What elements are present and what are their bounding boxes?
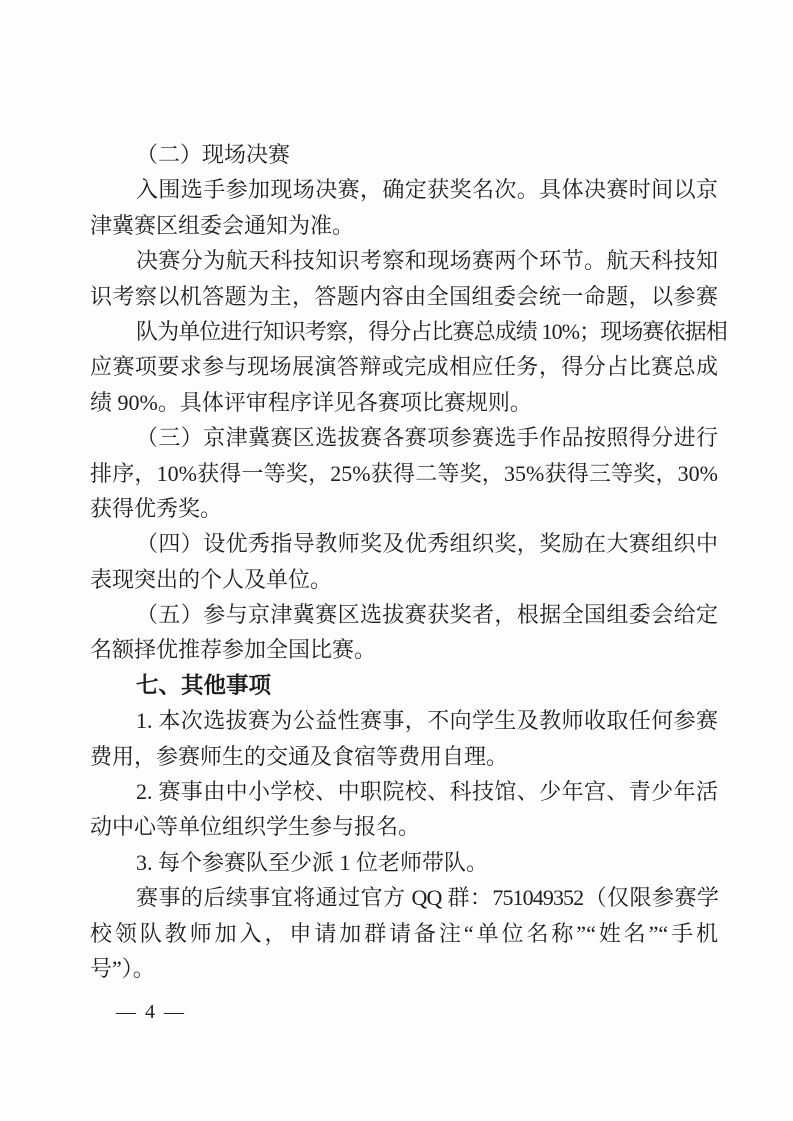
text-line: 赛事的后续事宜将通过官方 QQ 群：751049352（仅限参赛学: [136, 885, 718, 911]
text-line: 绩 90%。具体评审程序详见各赛项比赛规则。: [90, 389, 532, 415]
text-line: 应赛项要求参与现场展演答辩或完成相应任务，得分占比赛总成: [90, 354, 718, 380]
text-line: 排序，10%获得一等奖，25%获得二等奖，35%获得三等奖，30%: [90, 460, 718, 486]
text-line: （四）设优秀指导教师奖及优秀组织奖，奖励在大赛组织中: [136, 531, 718, 557]
text-line: 获得优秀奖。: [90, 495, 223, 521]
text-line: 动中心等单位组织学生参与报名。: [90, 814, 421, 840]
text-line: 名额择优推荐参加全国比赛。: [90, 637, 377, 663]
text-line: 津冀赛区组委会通知为准。: [90, 212, 355, 238]
text-line: 1. 本次选拔赛为公益性赛事，不向学生及教师收取任何参赛: [136, 708, 718, 734]
text-line: （三）京津冀赛区选拔赛各赛项参赛选手作品按照得分进行: [136, 425, 718, 451]
text-line: （五）参与京津冀赛区选拔赛获奖者，根据全国组委会给定: [136, 602, 718, 628]
section-heading: 七、其他事项: [136, 672, 272, 698]
document-text: [90, 137, 727, 986]
text-line: 费用，参赛师生的交通及食宿等费用自理。: [90, 743, 509, 769]
text-line: 校领队教师加入，申请加群请备注“单位名称”“姓名”“手机: [90, 920, 718, 946]
text-line: 表现突出的个人及单位。: [90, 566, 333, 592]
text-line: 3. 每个参赛队至少派 1 位老师带队。: [136, 849, 489, 875]
text-line: 队为单位进行知识考察，得分占比赛总成绩 10%；现场赛依据相: [136, 318, 727, 344]
text-line: （二）现场决赛: [136, 142, 291, 167]
text-line: 决赛分为航天科技知识考察和现场赛两个环节。航天科技知: [136, 248, 718, 274]
text-line: 号”）。: [90, 955, 155, 981]
text-line: 入围选手参加现场决赛，确定获奖名次。具体决赛时间以京: [136, 177, 718, 203]
text-line: 识考察以机答题为主，答题内容由全国组委会统一命题，以参赛: [90, 283, 718, 309]
page-number: — 4 —: [116, 1001, 186, 1023]
text-line: 2. 赛事由中小学校、中职院校、科技馆、少年宫、青少年活: [136, 779, 718, 805]
